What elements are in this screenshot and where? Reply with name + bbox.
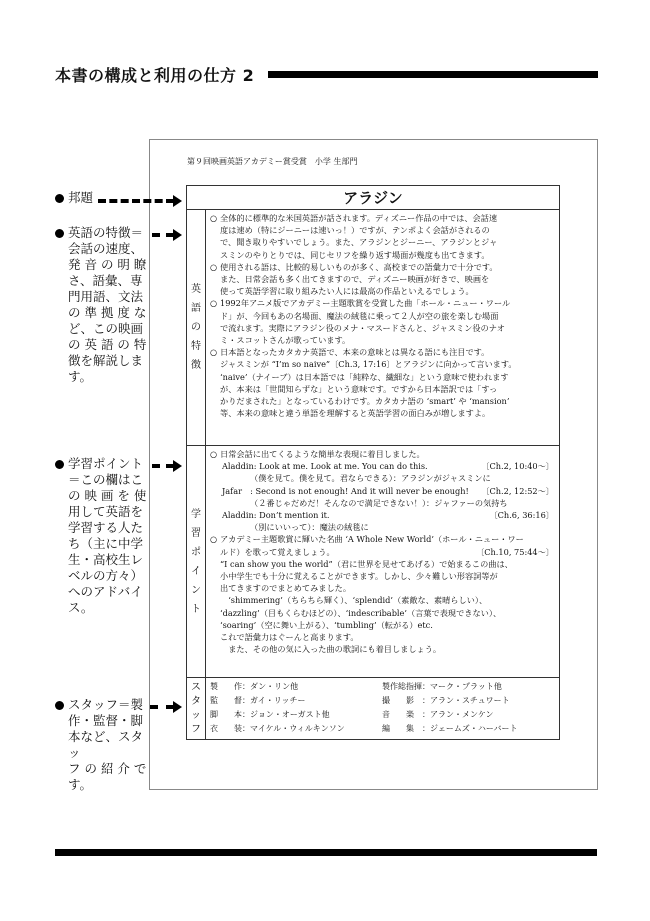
study-section [186,445,560,678]
footer-rule [55,849,597,856]
bullet-dot-icon [55,701,64,710]
arrow-staff-icon [150,705,174,709]
movie-title: アラジン [186,185,560,210]
award-subtitle: 第９回映画英語アカデミー賞受賞 小学 生部門 [187,157,358,166]
staff-body [206,678,559,739]
staff-row: 音 楽 ：アラン・メンケン [382,710,494,719]
arrow-features-icon [152,233,174,237]
bullet-dot-icon [55,194,64,203]
features-label: 英 語 の 特 徴 [187,210,206,445]
annotation-study: 学習ポイント ＝この欄はこ の 映 画 を 使 用して英語を 学習する人た ち（主に中学 生・高校生レ ベルの方々） へのアドバイ ス。 [55,456,147,616]
list-item: ○ 全体的に標準的な米国英語が話されます。ディズニー作品の中では、会話速 度は速め（特にジーニーは速いっ！）ですが、テンポよく会話がされるの で、聞き取りやすいでしょう。また、アラジンとジーニー、アラジンとジャ スミンのやりとりでは、同じセリフを繰り返す場面が幾度も出てきます。 [210,213,498,260]
staff-row: 衣 装：マイケル・ウィルキンソン [210,724,345,733]
dialogue-translation: （別にいいって）：魔法の絨毯に [250,522,369,533]
dialogue-translation: （２番じゃだめだ！そんなので満足できない！）：ジャファーの気持ち [250,497,508,508]
staff-row: 編 集 ：ジェームズ・ハーバート [382,724,518,733]
dialogue-line: Jafar : Second is not enough! And it will never be enough! 〔Ch.2, 12:52〜〕 [222,485,554,496]
list-item: ○ 1992年アニメ版でアカデミー主題歌賞を受賞した曲「ホール・ニュー・ワール ド」が、今回もあの名場面、魔法の絨毯に乗って２人が空の旅を楽しむ場面 で流れます。実際にアラジン役のメナ・マスードさんと、ジャスミン役のナオ ミ・スコットさんが歌っています。 [210,298,511,346]
page-header-title: 本書の構成と利用の仕方 2 [55,66,255,85]
staff-row: 製 作：ダン・リン他 [210,682,299,691]
list-item: ○ 日常会話に出てくるような簡単な表現に着目しました。 [210,449,425,459]
features-body [206,210,559,445]
study-body [206,446,559,677]
list-item: ○ 使用される語は、比較的易しいものが多く、高校までの語彙力で十分です。 また、日常会話も多く出てきますので、ディズニー映画が好きで、映画を 使って英語学習に取り組みたい人には最高の作品といえるでしょう。 [210,261,498,297]
features-section [186,209,560,446]
staff-section [186,677,560,740]
annotation-title: 邦題 [55,190,93,206]
staff-label: ス タ ッ フ [187,678,206,739]
dialogue-line: Aladdin: Look at me. Look at me. You can do this. 〔Ch.2, 10:40〜〕 [222,461,554,472]
staff-row: 撮 影 ：アラン・スチュワート [382,696,510,705]
staff-row: 製作総指揮：マーク・プラット他 [382,682,502,691]
dialogue-translation: （僕を見て。僕を見て。君ならできる）：アラジンがジャスミンに [250,473,491,484]
arrow-title-icon [98,199,174,203]
study-label: 学 習 ポ イ ン ト [187,446,206,677]
annotation-features: 英語の特徴＝ 会話の速度、 発 音 の 明 瞭 さ、語彙、専 門用語、文法 の 準 拠 度 な ど、この映画 の 英 語 の 特 徴を解説しま す。 [55,225,147,385]
bullet-dot-icon [55,460,64,469]
bullet-dot-icon [55,229,64,238]
dialogue-line: Aladdin: Don’t mention it. 〔Ch.6, 36:16〕 [222,510,554,521]
list-item: ○ アカデミー主題歌賞に輝いた名曲 ‘A Whole New World’（ホール・ニュー・ワー ルド）を歌って覚えましょう。 〔Ch.10, 75:44〜〕 “I can show you the world”（君に世界を見せてあげる）で始まるこの曲は、 小中学生でも十分に覚えることができます。しかし、少々難しい形容詞等が 出てきますのでまとめてみました。 ‘shimmering’（ちらちら輝く）、‘splendid’（素敵な、素晴らしい）、 ‘dazzling’（目もくらむほどの）、‘indescribable’（言葉で表現できない）、 ‘soaring’（空に舞い上がる）、‘tumbling’（転がる）etc. これで語彙力はぐーんと高まります。 また、その他の気に入った曲の歌詞にも着目しましょう。 [210,534,554,655]
list-item: ○ 日本語となったカタカナ英語で、本来の意味とは異なる語にも注目です。 ジャスミンが “I’m so naive”〔Ch.3, 17:16〕とアラジンに向かって言います。 ‘naive’（ナイーブ）は日本語では「純粋な、繊細な」という意味で使われます が、本来は「世間知らずな」という意味です。ですから日本語訳では「すっ かりだまされた」となっているわけです。カタカナ語の ‘smart’ や ‘mansion’ 等、本来の意味と違う単語を理解すると英語学習の面白みが増しますよ。 [210,347,517,419]
header-rule [268,71,598,78]
annotation-staff: スタッフ＝製 作・監督・脚 本など、スタッ フ の 紹 介 で す。 [55,697,147,793]
arrow-study-icon [152,464,174,468]
staff-row: 監 督：ガイ・リッチー [210,696,306,705]
staff-row: 脚 本：ジョン・オーガスト他 [210,710,330,719]
